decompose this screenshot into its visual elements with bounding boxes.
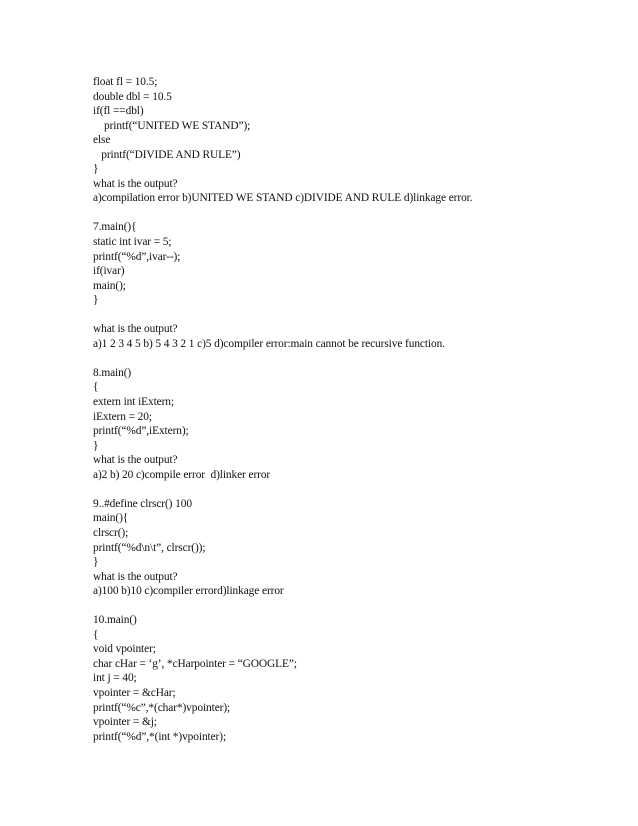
blank-line xyxy=(93,206,613,221)
text-line: printf(“%d”,ivar--); xyxy=(93,250,181,263)
text-line: printf(“UNITED WE STAND”); xyxy=(93,119,251,132)
text-line: } xyxy=(93,556,99,569)
document-text xyxy=(93,75,613,744)
text-line: what is the output? xyxy=(93,177,178,190)
text-line: what is the output? xyxy=(93,454,178,467)
text-line: void vpointer; xyxy=(93,643,156,656)
text-line: printf(“%c”,*(char*)vpointer); xyxy=(93,701,231,714)
text-line: iExtern = 20; xyxy=(93,410,152,423)
text-line: a)1 2 3 4 5 b) 5 4 3 2 1 c)5 d)compiler error:main cannot be recursive function. xyxy=(93,337,445,350)
blank-line xyxy=(93,482,613,497)
text-line: static int ivar = 5; xyxy=(93,236,172,249)
text-line: printf(“%d\n\t”, clrscr()); xyxy=(93,541,206,554)
text-line: 8.main() xyxy=(93,366,132,379)
text-line: a)2 b) 20 c)compile error d)linker error xyxy=(93,468,271,481)
text-line: char cHar = ‘g’, *cHarpointer = “GOOGLE”; xyxy=(93,657,297,670)
text-line: int j = 40; xyxy=(93,672,137,685)
text-line: 10.main() xyxy=(93,614,137,627)
text-line: what is the output? xyxy=(93,570,178,583)
text-line: 7.main(){ xyxy=(93,221,137,234)
text-line: a)compilation error b)UNITED WE STAND c)DIVIDE AND RULE d)linkage error. xyxy=(93,192,473,205)
text-line: else xyxy=(93,134,111,147)
text-line: float fl = 10.5; xyxy=(93,76,158,88)
text-line: { xyxy=(93,381,99,394)
blank-line xyxy=(93,351,613,366)
text-line: printf(“%d”,*(int *)vpointer); xyxy=(93,730,227,743)
text-line: extern int iExtern; xyxy=(93,396,174,409)
text-line: 9..#define clrscr() 100 xyxy=(93,497,192,510)
text-line: vpointer = &j; xyxy=(93,716,157,729)
text-line: main(){ xyxy=(93,512,129,525)
text-line: printf(“%d”,iExtern); xyxy=(93,425,189,438)
text-line: } xyxy=(93,439,99,452)
text-line: } xyxy=(93,163,99,176)
text-line: vpointer = &cHar; xyxy=(93,686,176,699)
text-line: printf(“DIVIDE AND RULE”) xyxy=(93,148,241,161)
text-line: main(); xyxy=(93,279,126,292)
text-line: clrscr(); xyxy=(93,526,129,539)
text-line: } xyxy=(93,294,99,307)
blank-line xyxy=(93,308,613,323)
text-line: what is the output? xyxy=(93,323,178,336)
blank-line xyxy=(93,599,613,614)
text-line: if(ivar) xyxy=(93,265,125,278)
text-line: a)100 b)10 c)compiler errord)linkage error xyxy=(93,585,284,598)
text-line: if(fl ==dbl) xyxy=(93,105,144,118)
text-line: { xyxy=(93,628,99,641)
text-line: double dbl = 10.5 xyxy=(93,90,172,103)
